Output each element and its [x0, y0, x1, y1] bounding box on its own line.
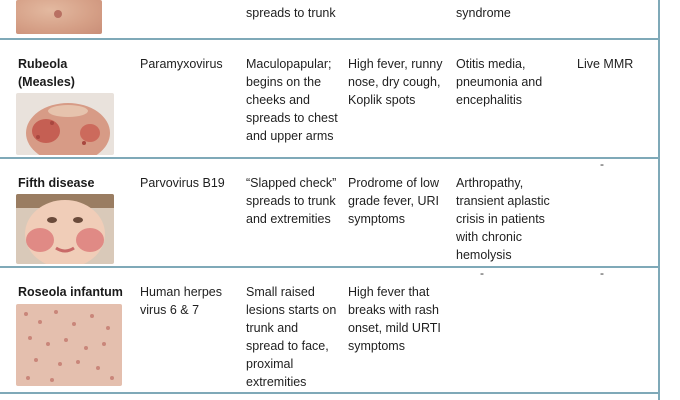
rash-rubeola: Maculopapular; begins on the cheeks and spreads to chest and upper arms: [246, 57, 338, 143]
disease-name-roseola: Roseola infantum: [18, 285, 123, 299]
agent-fifth: Parvovirus B19: [140, 176, 225, 190]
roseola-photo: [16, 304, 122, 386]
disease-name-fifth: Fifth disease: [18, 176, 95, 190]
measles-photo: [16, 93, 114, 155]
symptoms-fifth: Prodrome of low grade fever, URI symptoms: [348, 176, 440, 226]
agent-rubeola: Paramyxovirus: [140, 57, 223, 71]
vaccine-roseola: -: [600, 266, 604, 280]
symptoms-roseola: High fever that breaks with rash onset, mild URTI symptoms: [348, 285, 441, 353]
fifth-disease-photo: [16, 194, 114, 264]
complications-rubeola: Otitis media, pneumonia and encephalitis: [456, 57, 543, 107]
table-right-border: [658, 0, 660, 400]
rash-roseola: Small raised lesions starts on trunk and spread to face, proximal extremities: [246, 285, 337, 389]
row-divider: [0, 38, 660, 40]
rash-photo-partial: [16, 0, 102, 34]
vaccine-fifth-disease: -: [600, 157, 604, 171]
rash-fifth: “Slapped check” spreads to trunk and extremities: [246, 176, 337, 226]
complications-fifth: Arthropathy, transient aplastic crisis in patients with chronic hemolysis: [456, 176, 550, 262]
row-divider: [0, 157, 660, 159]
row-divider: [0, 266, 660, 268]
disease-name-rubeola: Rubeola (Measles): [18, 57, 75, 89]
top-row-rash-text: spreads to trunk: [246, 6, 336, 20]
symptoms-rubeola: High fever, runny nose, dry cough, Koplik spots: [348, 57, 443, 107]
top-row-complication-text: syndrome: [456, 6, 511, 20]
complications-roseola: -: [480, 266, 484, 280]
vaccine-rubeola: Live MMR: [577, 57, 634, 71]
row-divider: [0, 392, 660, 394]
agent-roseola: Human herpes virus 6 & 7: [140, 285, 222, 317]
